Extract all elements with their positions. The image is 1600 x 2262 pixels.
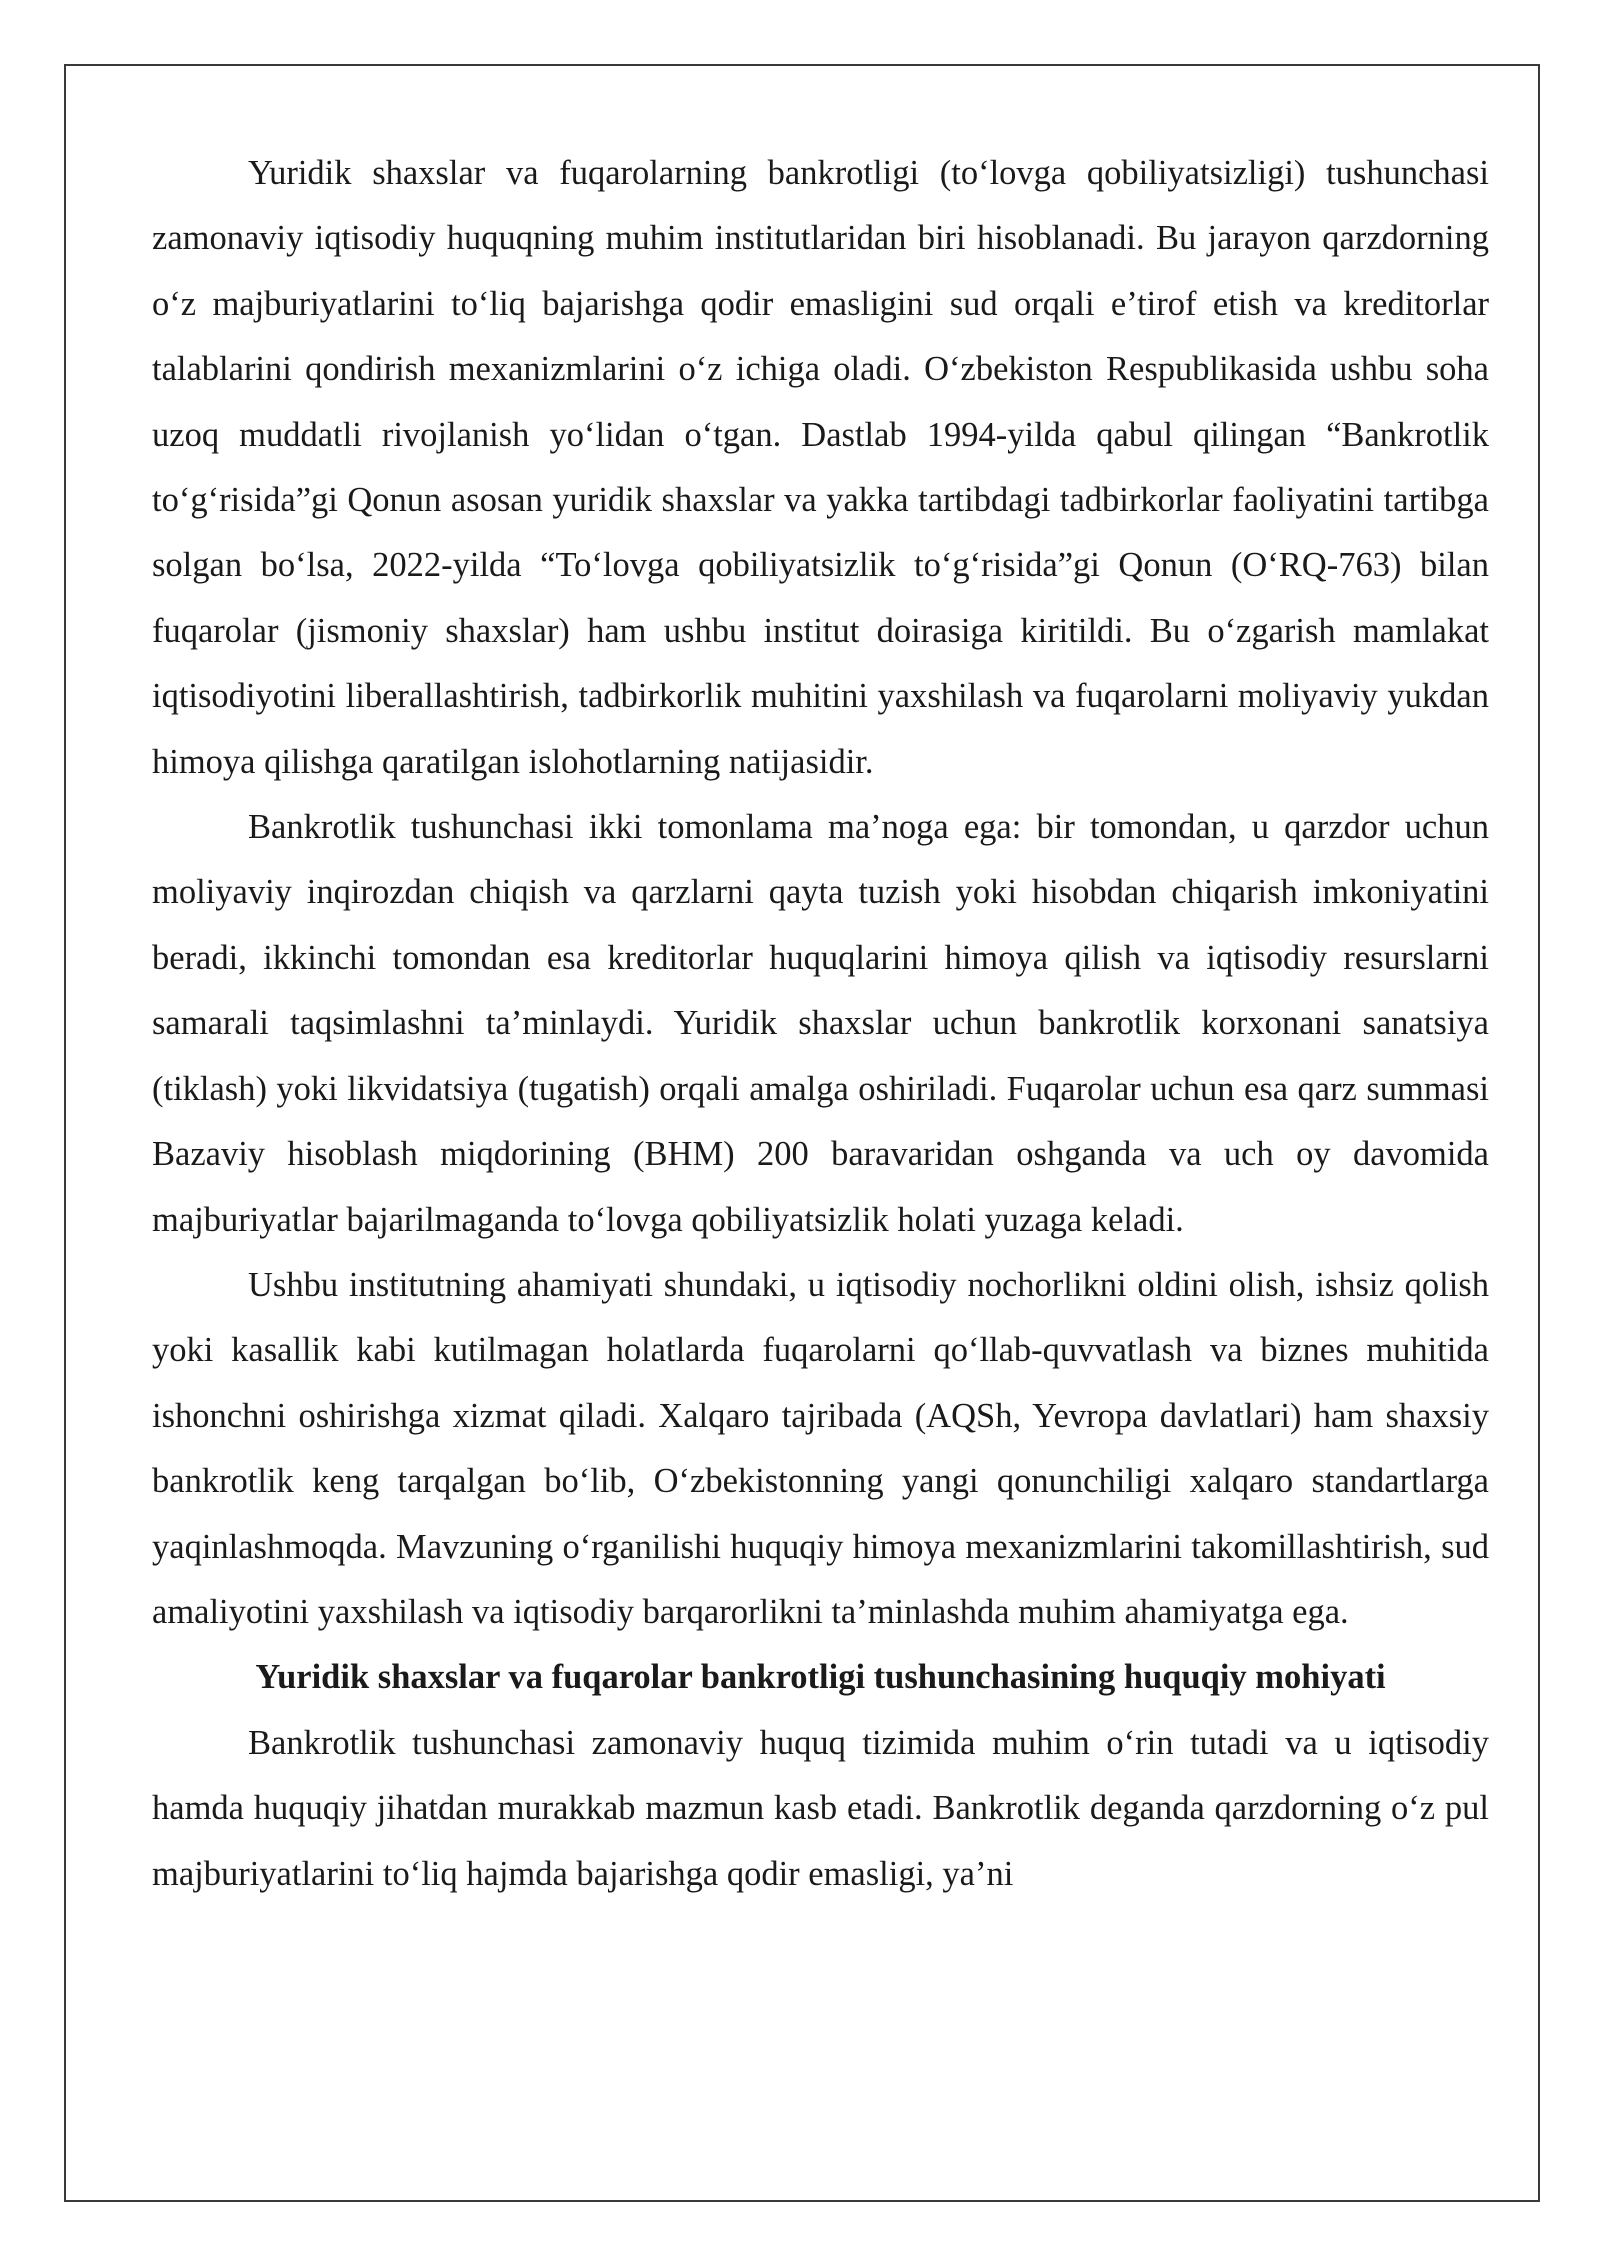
paragraph-two-meanings: Bankrotlik tushunchasi ikki tomonlama ma’noga ega: bir tomondan, u qarzdor uchun moliyaviy inqirozdan chiqish va qarzlarni qayta tuzish yoki hisobdan chiqarish imkoniyatini beradi, ikkinchi tomondan esa kreditorlar huquqlarini himoya qilish va iqtisodiy resurslarni samarali taqsimlashni ta’minlaydi. Yuridik shaxslar uchun bankrotlik korxonani sanatsiya (tiklash) yoki likvidatsiya (tugatish) orqali amalga oshiriladi. Fuqarolar uchun esa qarz summasi Bazaviy hisoblash miqdorining (BHM) 200 baravaridan oshganda va uch oy davomida majburiyatlar bajarilmaganda to‘lovga qobiliyatsizlik holati yuzaga keladi. bbox=[152, 808, 1489, 1239]
section-heading: Yuridik shaxslar va fuqarolar bankrotligi tushunchasining huquqiy mohiyati bbox=[255, 1658, 1386, 1697]
paragraph-intro: Yuridik shaxslar va fuqarolarning bankrotligi (to‘lovga qobiliyatsizligi) tushunchasi zamonaviy iqtisodiy huquqning muhim institutlaridan biri hisoblanadi. Bu jarayon qarzdorning o‘z majburiyatlarini to‘liq bajarishga qodir emasligini sud orqali e’tirof etish va kreditorlar talablarini qondirish mexanizmlarini o‘z ichiga oladi. O‘zbekiston Respublikasida ushbu soha uzoq muddatli rivojlanish yo‘lidan o‘tgan. Dastlab 1994-yilda qabul qilingan “Bankrotlik to‘g‘risida”gi Qonun asosan yuridik shaxslar va yakka tartibdagi tadbirkorlar faoliyatini tartibga solgan bo‘lsa, 2022-yilda “To‘lovga qobiliyatsizlik to‘g‘risida”gi Qonun (O‘RQ-763) bilan fuqarolar (jismoniy shaxslar) ham ushbu institut doirasiga kiritildi. Bu o‘zgarish mamlakat iqtisodiyotini liberallashtirish, tadbirkorlik muhitini yaxshilash va fuqarolarni moliyaviy yukdan himoya qilishga qaratilgan islohotlarning natijasidir. bbox=[152, 154, 1489, 781]
paragraph-importance: Ushbu institutning ahamiyati shundaki, u iqtisodiy nochorlikni oldini olish, ishsiz qolish yoki kasallik kabi kutilmagan holatlarda fuqarolarni qo‘llab-quvvatlash va biznes muhitida ishonchni oshirishga xizmat qiladi. Xalqaro tajribada (AQSh, Yevropa davlatlari) ham shaxsiy bankrotlik keng tarqalgan bo‘lib, O‘zbekistonning yangi qonunchiligi xalqaro standartlarga yaqinlashmoqda. Mavzuning o‘rganilishi huquqiy himoya mexanizmlarini takomillashtirish, sud amaliyotini yaxshilash va iqtisodiy barqarorlikni ta’minlashda muhim ahamiyatga ega. bbox=[152, 1265, 1489, 1631]
document-body bbox=[152, 141, 1489, 1907]
paragraph-legal-essence: Bankrotlik tushunchasi zamonaviy huquq tizimida muhim o‘rin tutadi va u iqtisodiy hamda huquqiy jihatdan murakkab mazmun kasb etadi. Bankrotlik deganda qarzdorning o‘z pul majburiyatlarini to‘liq hajmda bajarishga qodir emasligi, ya’ni bbox=[152, 1723, 1489, 1893]
